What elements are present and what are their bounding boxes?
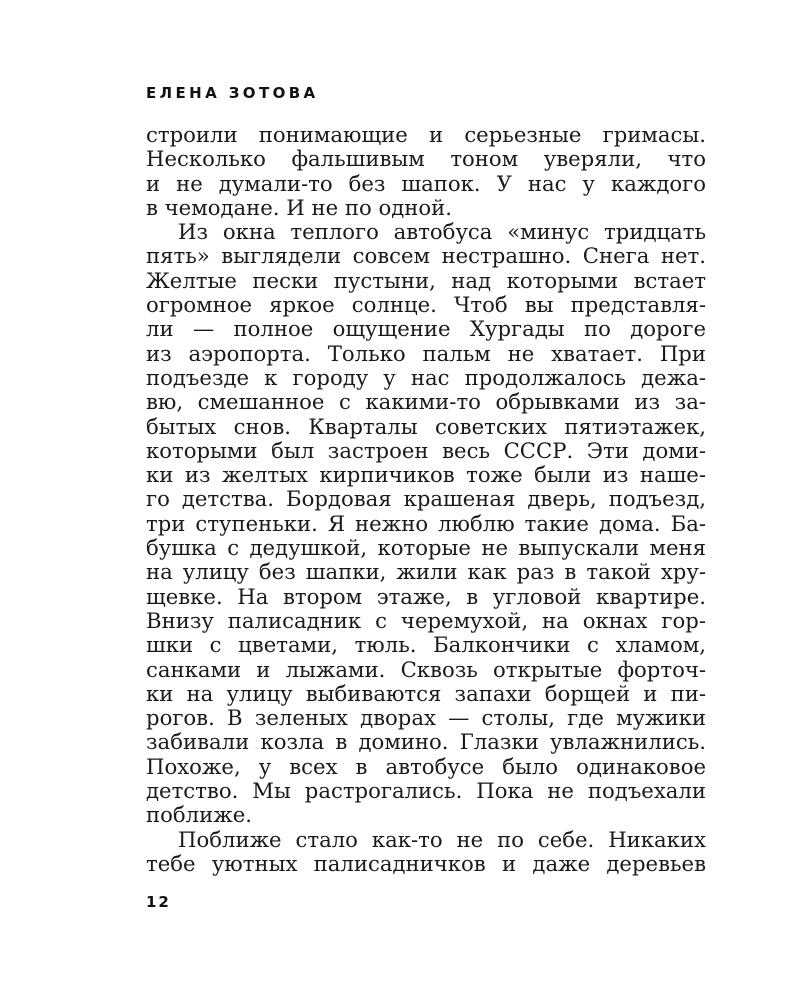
text-line: ки из желтых кирпичиков тоже были из наше- (146, 463, 706, 488)
page-number: 12 (146, 893, 171, 911)
text-line: бушка с дедушкой, которые не выпускали меня (146, 536, 706, 561)
body-text (146, 123, 706, 876)
text-line: санками и лыжами. Сквозь открытые форточ- (146, 657, 706, 682)
text-line: из аэропорта. Только пальм не хватает. При (146, 341, 706, 366)
text-line: поближе. (146, 802, 252, 828)
text-line: Внизу палисадник с черемухой, на окнах гор- (146, 608, 706, 633)
running-head-author: ЕЛЕНА ЗОТОВА (146, 84, 319, 102)
text-line: Поближе стало как-то не по себе. Никаких (178, 827, 706, 852)
text-line: Несколько фальшивым тоном уверяли, что (146, 147, 706, 172)
text-line: ли — полное ощущение Хургады по дороге (146, 317, 706, 342)
text-line: Из окна теплого автобуса «минус тридцать (178, 220, 706, 245)
text-line: строили понимающие и серьезные гримасы. (146, 123, 706, 147)
text-line: огромное яркое солнце. Чтоб вы представля- (146, 293, 706, 318)
text-line: бытых снов. Кварталы советских пятиэтажек, (146, 414, 706, 439)
text-line: шки с цветами, тюль. Балкончики с хламом, (146, 633, 706, 658)
text-line: на улицу без шапки, жили как раз в такой хру- (146, 560, 706, 585)
text-line: Похоже, у всех в автобусе было одинаковое (146, 754, 706, 779)
text-line: Желтые пески пустыни, над которыми встает (146, 268, 706, 293)
text-line: забивали козла в домино. Глазки увлажнились. (146, 730, 706, 755)
text-line: которыми был застроен весь СССР. Эти доми- (146, 438, 706, 463)
text-line: ки на улицу выбиваются запахи борщей и пи- (146, 681, 706, 706)
text-line: вю, смешанное с какими-то обрывками из за- (146, 390, 706, 415)
text-line: щевке. На втором этаже, в угловой квартире. (146, 584, 706, 609)
text-line: рогов. В зеленых дворах — столы, где мужики (146, 706, 706, 731)
text-line: пять» выглядели совсем нестрашно. Снега нет. (146, 244, 706, 269)
text-line: и не думали-то без шапок. У нас у каждого (146, 171, 706, 196)
text-line: го детства. Бордовая крашеная дверь, подъезд, (146, 487, 706, 512)
text-line: в чемодане. И не по одной. (146, 194, 453, 220)
text-line: подъезде к городу у нас продолжалось дежа- (146, 365, 706, 390)
text-line: три ступеньки. Я нежно люблю такие дома. Ба- (146, 511, 706, 536)
text-line: детство. Мы растрогались. Пока не подъехали (146, 779, 706, 804)
text-line: тебе уютных палисадничков и даже деревьев (146, 851, 706, 876)
